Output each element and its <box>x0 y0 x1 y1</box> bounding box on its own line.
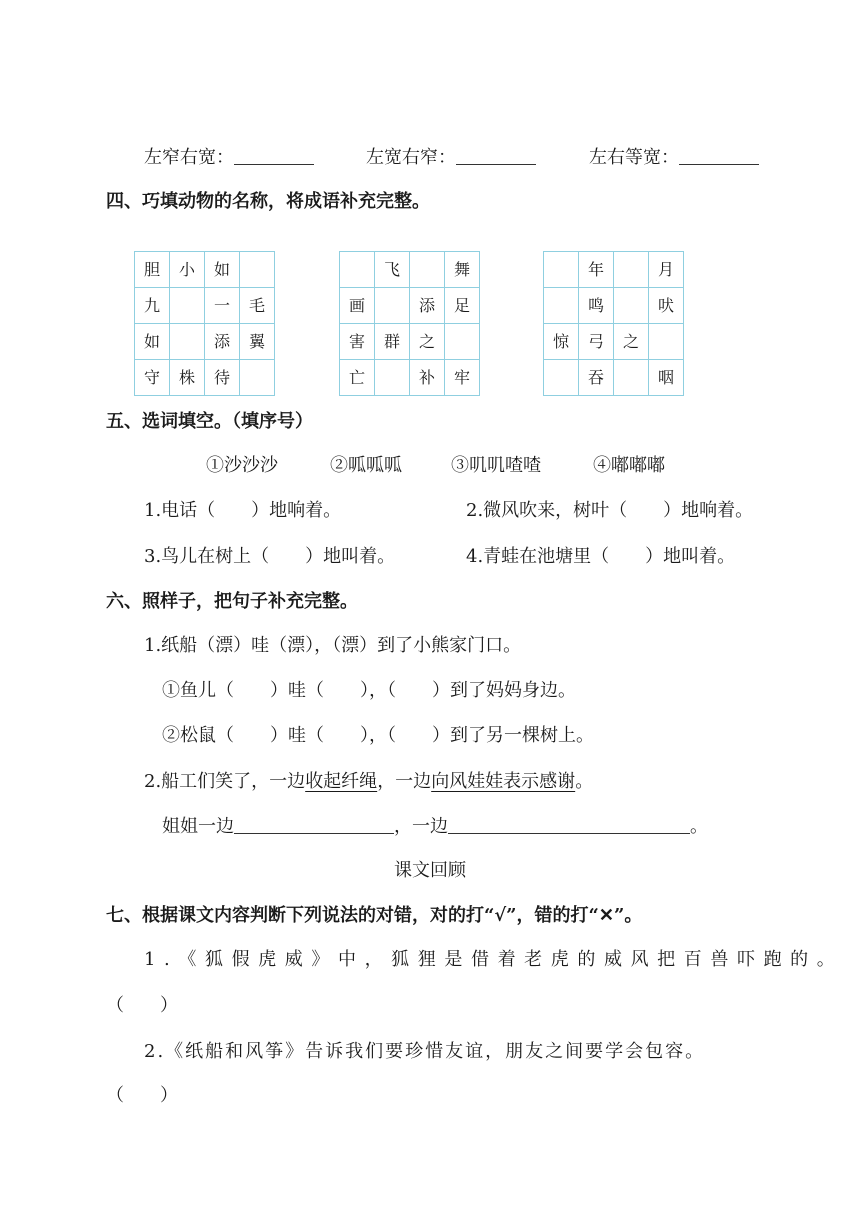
underlined-phrase-2: 向风娃娃表示感谢 <box>431 771 576 792</box>
option-4: ④嘟嘟嘟 <box>593 455 665 476</box>
question-5-4: 4.青蛙在池塘里（ ）地叫着。 <box>466 546 736 567</box>
idiom-grid-3 <box>543 251 684 396</box>
grid-blank-cell[interactable] <box>614 252 649 288</box>
grid-cell: 如 <box>135 324 170 360</box>
grid-cell: 之 <box>614 324 649 360</box>
left-wide-label: 左宽右窄： <box>366 147 456 168</box>
idiom-grid-1 <box>134 251 275 396</box>
grid-cell: 待 <box>205 360 240 396</box>
fill-sentence-1: ①鱼儿（ ）哇（ ），（ ）到了妈妈身边。 <box>162 680 576 701</box>
grid-blank-cell[interactable] <box>544 360 579 396</box>
fill-3-blank-2[interactable] <box>448 815 690 834</box>
answer-paren-7-2[interactable]: （ ） <box>106 1085 178 1106</box>
equal-width-label: 左右等宽： <box>589 147 679 168</box>
grid-blank-cell[interactable] <box>340 252 375 288</box>
option-3: ③叽叽喳喳 <box>451 455 541 476</box>
grid-cell: 舞 <box>445 252 480 288</box>
grid-cell: 如 <box>205 252 240 288</box>
grid-cell: 群 <box>375 324 410 360</box>
grid-cell: 之 <box>410 324 445 360</box>
fill-3-start: 姐姐一边 <box>162 816 234 837</box>
grid-blank-cell[interactable] <box>445 324 480 360</box>
fill-3-middle: ，一边 <box>394 816 448 837</box>
equal-width-blank[interactable] <box>679 146 759 165</box>
grid-blank-cell[interactable] <box>544 252 579 288</box>
left-wide-blank[interactable] <box>456 146 536 165</box>
answer-paren-7-1[interactable]: （ ） <box>106 995 178 1016</box>
example-2-middle: ，一边 <box>377 771 432 792</box>
grid-blank-cell[interactable] <box>240 252 275 288</box>
grid-cell: 毛 <box>240 288 275 324</box>
review-title: 课文回顾 <box>394 860 466 881</box>
underlined-phrase-1: 收起纤绳 <box>305 771 378 792</box>
question-5-2: 2.微风吹来，树叶（ ）地响着。 <box>466 500 754 521</box>
question-5-3: 3.鸟儿在树上（ ）地叫着。 <box>144 546 396 567</box>
grid-cell: 画 <box>340 288 375 324</box>
grid-blank-cell[interactable] <box>375 288 410 324</box>
grid-cell: 胆 <box>135 252 170 288</box>
option-2: ②呱呱呱 <box>330 455 402 476</box>
grid-cell: 吞 <box>579 360 614 396</box>
fill-sentence-2: ②松鼠（ ）哇（ ），（ ）到了另一棵树上。 <box>162 725 594 746</box>
left-wide-line <box>366 146 536 170</box>
grid-blank-cell[interactable] <box>544 288 579 324</box>
example-2-end: 。 <box>575 771 594 792</box>
grid-cell: 小 <box>170 252 205 288</box>
fill-3-blank-1[interactable] <box>234 815 394 834</box>
fill-3-end: 。 <box>690 816 708 837</box>
fill-sentence-3 <box>162 815 708 839</box>
grid-cell: 牢 <box>445 360 480 396</box>
example-sentence-1: 1.纸船（漂）哇（漂），（漂）到了小熊家门口。 <box>144 635 522 656</box>
grid-cell: 咽 <box>649 360 684 396</box>
grid-cell: 翼 <box>240 324 275 360</box>
section5-heading: 五、选词填空。（填序号） <box>106 411 313 432</box>
grid-cell: 守 <box>135 360 170 396</box>
section7-heading: 七、根据课文内容判断下列说法的对错，对的打“√”，错的打“✕”。 <box>106 905 643 926</box>
grid-cell: 九 <box>135 288 170 324</box>
grid-cell: 年 <box>579 252 614 288</box>
grid-blank-cell[interactable] <box>649 324 684 360</box>
grid-blank-cell[interactable] <box>375 360 410 396</box>
grid-cell: 亡 <box>340 360 375 396</box>
grid-cell: 惊 <box>544 324 579 360</box>
idiom-grid-2 <box>339 251 480 396</box>
grid-cell: 月 <box>649 252 684 288</box>
grid-cell: 飞 <box>375 252 410 288</box>
grid-cell: 一 <box>205 288 240 324</box>
question-7-2: 2.《纸船和风筝》告诉我们要珍惜友谊，朋友之间要学会包容。 <box>144 1041 706 1062</box>
grid-blank-cell[interactable] <box>614 288 649 324</box>
section6-heading: 六、照样子，把句子补充完整。 <box>106 591 358 612</box>
example-sentence-2 <box>144 770 593 794</box>
grid-blank-cell[interactable] <box>240 360 275 396</box>
grid-cell: 株 <box>170 360 205 396</box>
option-1: ①沙沙沙 <box>206 455 278 476</box>
grid-cell: 足 <box>445 288 480 324</box>
grid-blank-cell[interactable] <box>614 360 649 396</box>
grid-blank-cell[interactable] <box>170 324 205 360</box>
grid-cell: 弓 <box>579 324 614 360</box>
equal-width-line <box>589 146 759 170</box>
grid-blank-cell[interactable] <box>170 288 205 324</box>
grid-cell: 害 <box>340 324 375 360</box>
left-narrow-label: 左窄右宽： <box>144 147 234 168</box>
grid-cell: 补 <box>410 360 445 396</box>
grid-cell: 添 <box>410 288 445 324</box>
grid-cell: 鸣 <box>579 288 614 324</box>
question-7-1: 1.《狐假虎威》中，狐狸是借着老虎的威风把百兽吓跑的。 <box>144 949 844 970</box>
section4-heading: 四、巧填动物的名称，将成语补充完整。 <box>106 191 430 212</box>
grid-cell: 添 <box>205 324 240 360</box>
question-5-1: 1.电话（ ）地响着。 <box>144 500 342 521</box>
grid-blank-cell[interactable] <box>410 252 445 288</box>
example-2-start: 2.船工们笑了，一边 <box>144 771 306 792</box>
left-narrow-line <box>144 146 314 170</box>
left-narrow-blank[interactable] <box>234 146 314 165</box>
grid-cell: 吠 <box>649 288 684 324</box>
